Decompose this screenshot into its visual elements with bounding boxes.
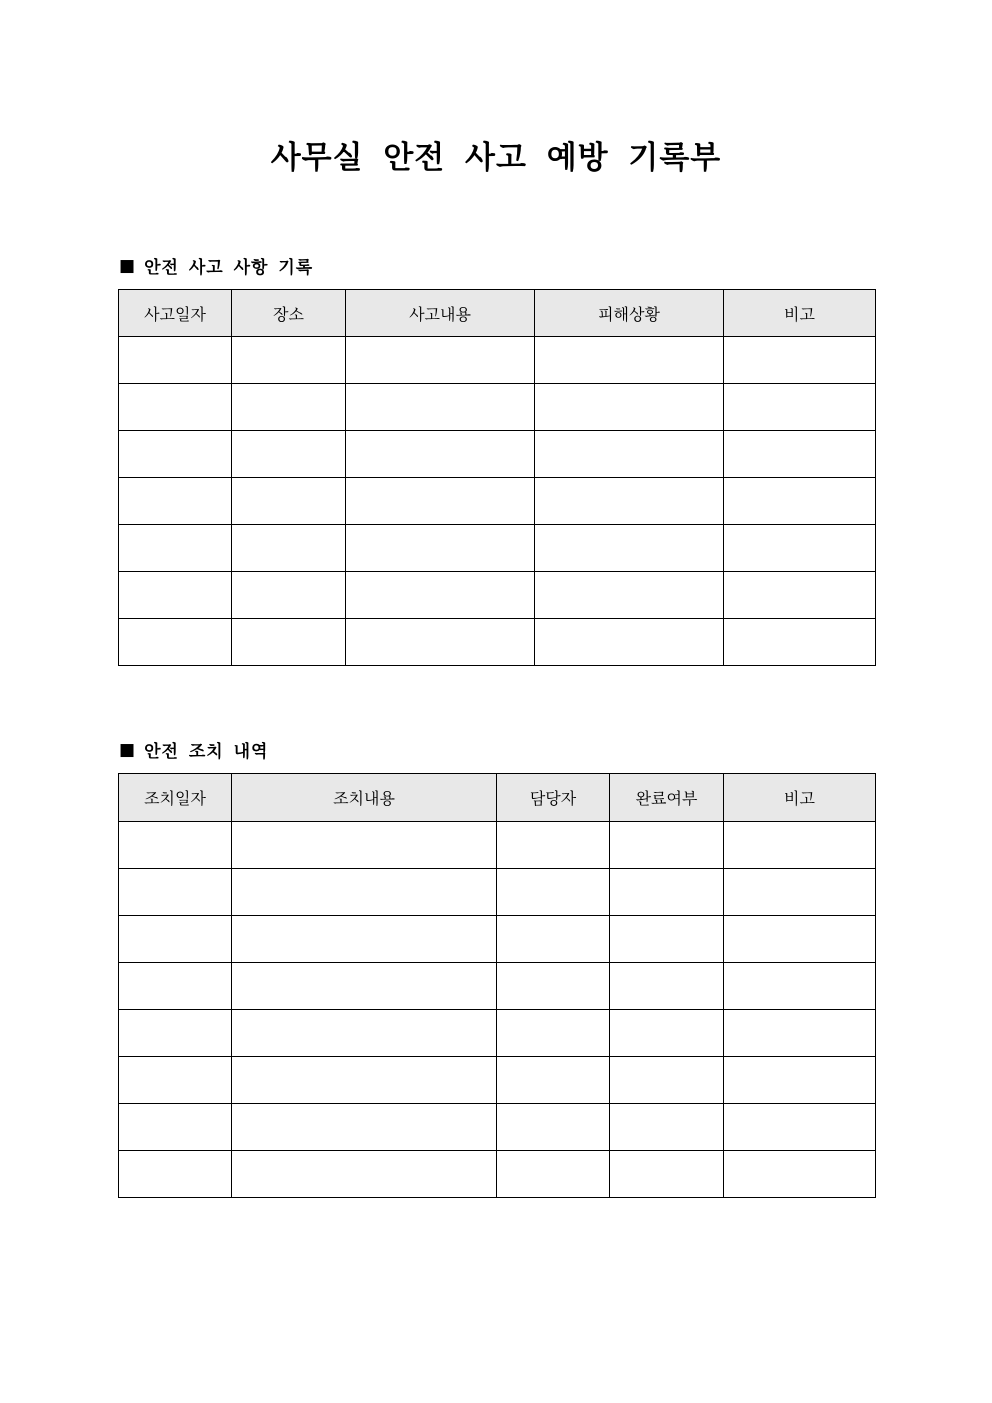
column-header-completion-status: 완료여부	[610, 774, 724, 822]
table-cell[interactable]	[346, 478, 535, 525]
table-cell[interactable]	[346, 384, 535, 431]
table-cell[interactable]	[610, 1057, 724, 1104]
table-cell[interactable]	[232, 1151, 497, 1198]
column-header-remarks: 비고	[724, 290, 876, 337]
table-cell[interactable]	[119, 431, 232, 478]
table-cell[interactable]	[346, 572, 535, 619]
table-cell[interactable]	[119, 1057, 232, 1104]
table-cell[interactable]	[724, 619, 876, 666]
table-cell[interactable]	[724, 1151, 876, 1198]
table-cell[interactable]	[346, 337, 535, 384]
table-cell[interactable]	[232, 822, 497, 869]
table-cell[interactable]	[724, 963, 876, 1010]
table-row	[119, 478, 876, 525]
table-cell[interactable]	[497, 1151, 610, 1198]
table-row	[119, 525, 876, 572]
table-cell[interactable]	[535, 431, 724, 478]
table-cell[interactable]	[232, 1104, 497, 1151]
column-header-location: 장소	[232, 290, 346, 337]
table-row	[119, 1057, 876, 1104]
safety-measures-body	[119, 822, 876, 1198]
table-cell[interactable]	[497, 916, 610, 963]
table-header-row	[119, 290, 876, 337]
table-cell[interactable]	[610, 916, 724, 963]
table-cell[interactable]	[119, 337, 232, 384]
table-cell[interactable]	[724, 916, 876, 963]
table-cell[interactable]	[724, 822, 876, 869]
section-heading-label: 안전 조치 내역	[144, 742, 269, 762]
section-heading-safety-measures	[119, 737, 268, 762]
table-cell[interactable]	[232, 572, 346, 619]
table-cell[interactable]	[535, 337, 724, 384]
table-cell[interactable]	[119, 1104, 232, 1151]
table-row	[119, 822, 876, 869]
table-cell[interactable]	[535, 478, 724, 525]
table-row	[119, 963, 876, 1010]
table-cell[interactable]	[610, 1104, 724, 1151]
column-header-remarks: 비고	[724, 774, 876, 822]
table-header-row	[119, 774, 876, 822]
table-row	[119, 869, 876, 916]
table-cell[interactable]	[232, 916, 497, 963]
table-cell[interactable]	[724, 525, 876, 572]
table-cell[interactable]	[119, 963, 232, 1010]
square-bullet-icon: ■	[119, 739, 137, 760]
page-title: 사무실 안전 사고 예방 기록부	[270, 140, 722, 176]
column-header-accident-details: 사고내용	[346, 290, 535, 337]
table-cell[interactable]	[610, 822, 724, 869]
table-row	[119, 1010, 876, 1057]
accident-record-table	[118, 289, 876, 666]
table-cell[interactable]	[497, 869, 610, 916]
table-row	[119, 431, 876, 478]
table-cell[interactable]	[497, 963, 610, 1010]
table-cell[interactable]	[535, 572, 724, 619]
table-cell[interactable]	[119, 1151, 232, 1198]
table-cell[interactable]	[724, 572, 876, 619]
table-cell[interactable]	[119, 619, 232, 666]
table-cell[interactable]	[497, 822, 610, 869]
section-heading-accident-record	[119, 253, 313, 278]
accident-record-body	[119, 337, 876, 666]
table-cell[interactable]	[497, 1057, 610, 1104]
table-cell[interactable]	[724, 869, 876, 916]
table-cell[interactable]	[119, 478, 232, 525]
table-cell[interactable]	[724, 1104, 876, 1151]
table-cell[interactable]	[232, 478, 346, 525]
table-cell[interactable]	[724, 1010, 876, 1057]
table-cell[interactable]	[610, 869, 724, 916]
table-cell[interactable]	[724, 384, 876, 431]
table-cell[interactable]	[724, 337, 876, 384]
table-cell[interactable]	[232, 619, 346, 666]
table-row	[119, 337, 876, 384]
table-cell[interactable]	[232, 963, 497, 1010]
table-cell[interactable]	[497, 1104, 610, 1151]
column-header-damage-status: 피해상황	[535, 290, 724, 337]
table-cell[interactable]	[535, 525, 724, 572]
table-cell[interactable]	[610, 1151, 724, 1198]
table-row	[119, 619, 876, 666]
table-cell[interactable]	[610, 1010, 724, 1057]
table-row	[119, 916, 876, 963]
section-heading-label: 안전 사고 사항 기록	[144, 258, 314, 278]
table-cell[interactable]	[724, 478, 876, 525]
column-header-measure-details: 조치내용	[232, 774, 497, 822]
column-header-person-in-charge: 담당자	[497, 774, 610, 822]
table-cell[interactable]	[346, 619, 535, 666]
table-row	[119, 1151, 876, 1198]
table-cell[interactable]	[232, 1010, 497, 1057]
table-cell[interactable]	[610, 963, 724, 1010]
table-cell[interactable]	[724, 1057, 876, 1104]
table-cell[interactable]	[232, 384, 346, 431]
square-bullet-icon: ■	[119, 255, 137, 276]
table-cell[interactable]	[232, 525, 346, 572]
table-cell[interactable]	[232, 1057, 497, 1104]
table-cell[interactable]	[119, 384, 232, 431]
table-cell[interactable]	[119, 525, 232, 572]
table-cell[interactable]	[346, 431, 535, 478]
table-cell[interactable]	[346, 525, 535, 572]
table-cell[interactable]	[535, 619, 724, 666]
table-cell[interactable]	[119, 916, 232, 963]
table-cell[interactable]	[724, 431, 876, 478]
column-header-measure-date: 조치일자	[119, 774, 232, 822]
table-cell[interactable]	[232, 869, 497, 916]
table-cell[interactable]	[232, 431, 346, 478]
table-cell[interactable]	[119, 822, 232, 869]
table-row	[119, 572, 876, 619]
table-cell[interactable]	[497, 1010, 610, 1057]
table-cell[interactable]	[232, 337, 346, 384]
column-header-accident-date: 사고일자	[119, 290, 232, 337]
table-row	[119, 1104, 876, 1151]
table-cell[interactable]	[535, 384, 724, 431]
table-row	[119, 384, 876, 431]
table-cell[interactable]	[119, 572, 232, 619]
table-cell[interactable]	[119, 869, 232, 916]
table-cell[interactable]	[119, 1010, 232, 1057]
safety-measures-table	[118, 773, 876, 1198]
